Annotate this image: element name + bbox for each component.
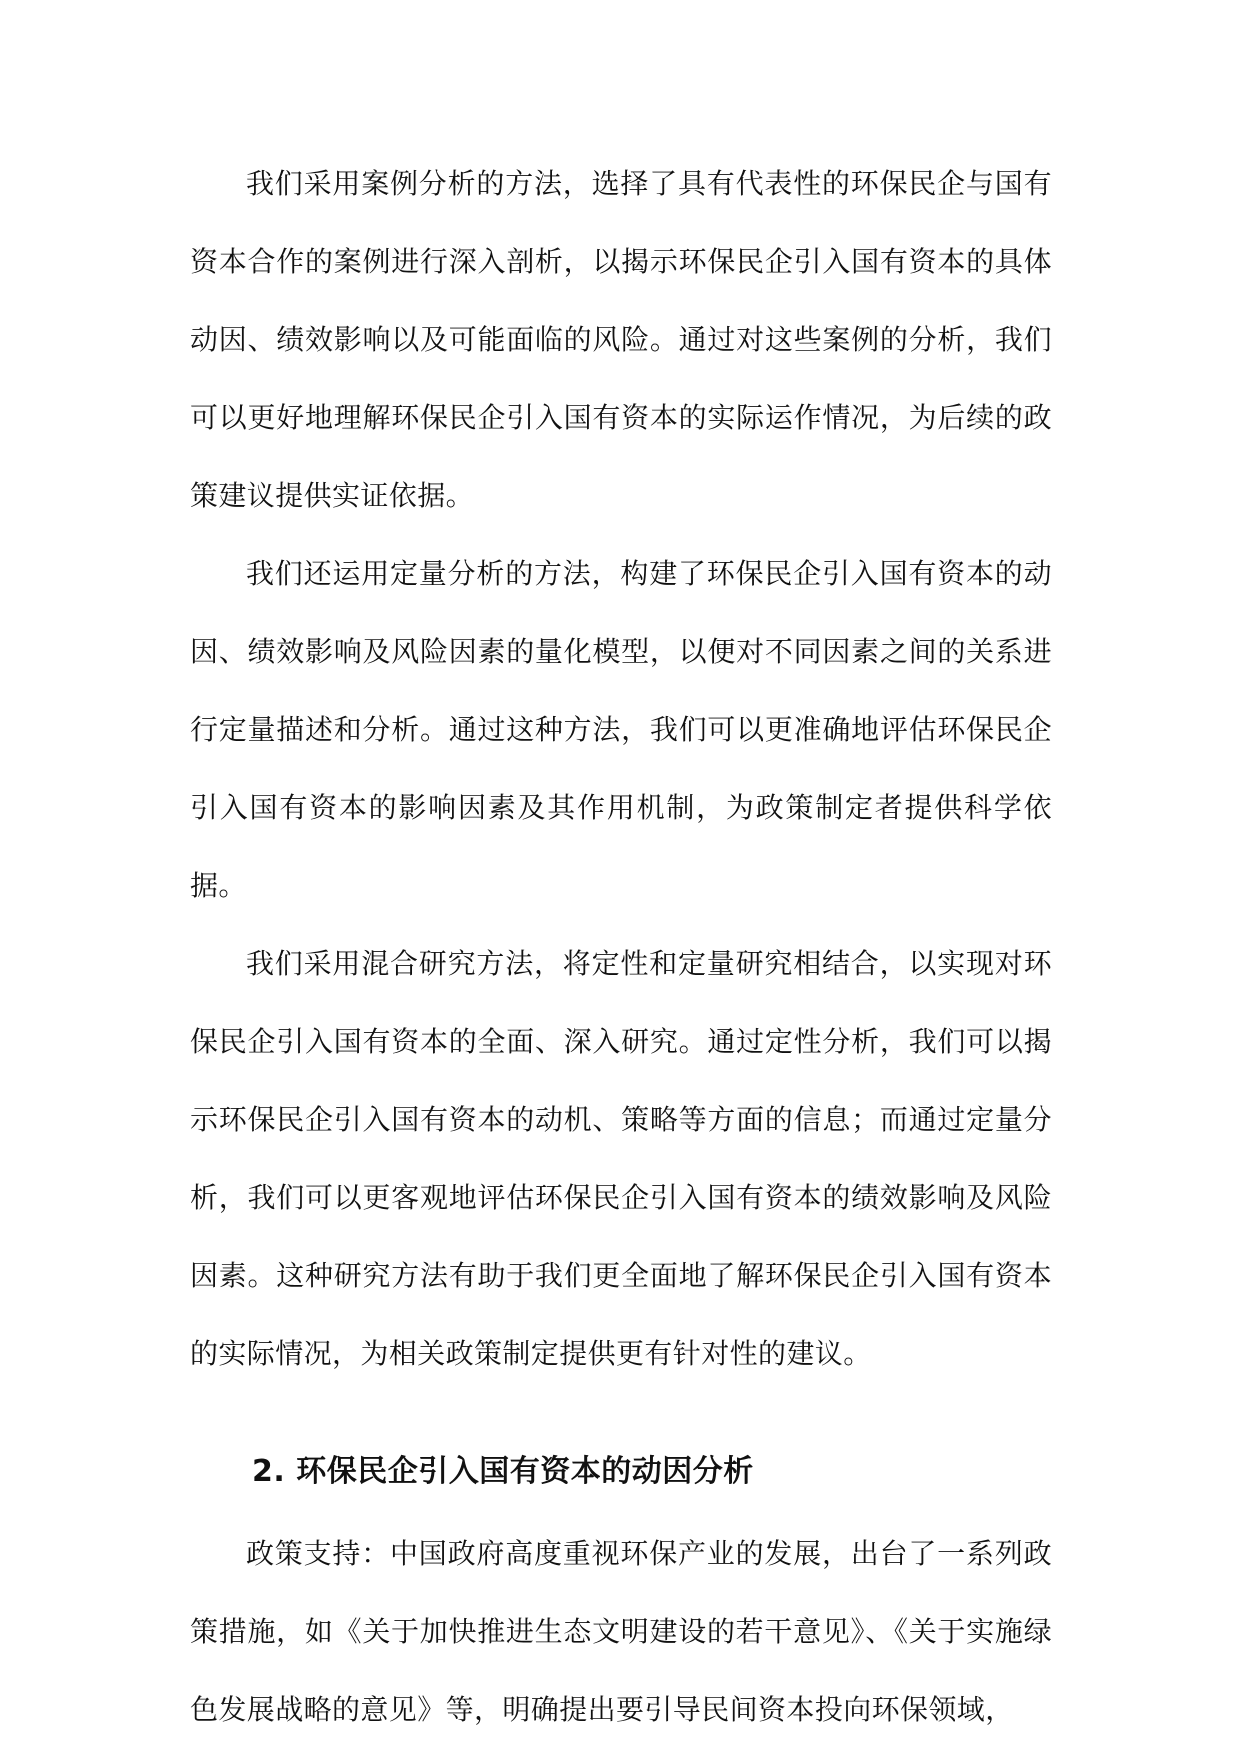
paragraph-case-analysis: 我们采用案例分析的方法，选择了具有代表性的环保民企与国有资本合作的案例进行深入剖析，以揭示环保民企引入国有资本的具体动因、绩效影响以及可能面临的风险。通过对这些案例的分析，我们可以更好地理解环保民企引入国有资本的实际运作情况，为后续的政策建议提供实证依据。 [190, 167, 1052, 512]
text-column [190, 145, 1052, 1749]
paragraph-policy-support: 政策支持：中国政府高度重视环保产业的发展，出台了一系列政策措施，如《关于加快推进生态文明建设的若干意见》、《关于实施绿色发展战略的意见》等，明确提出要引导民间资本投向环保领域， [190, 1537, 1052, 1726]
paragraph-quantitative-analysis: 我们还运用定量分析的方法，构建了环保民企引入国有资本的动因、绩效影响及风险因素的量化模型，以便对不同因素之间的关系进行定量描述和分析。通过这种方法，我们可以更准确地评估环保民企引入国有资本的影响因素及其作用机制，为政策制定者提供科学依据。 [190, 557, 1052, 902]
section-heading: 2. 环保民企引入国有资本的动因分析 [252, 1454, 754, 1489]
paragraph-mixed-methods: 我们采用混合研究方法，将定性和定量研究相结合，以实现对环保民企引入国有资本的全面、深入研究。通过定性分析，我们可以揭示环保民企引入国有资本的动机、策略等方面的信息；而通过定量分析，我们可以更客观地评估环保民企引入国有资本的绩效影响及风险因素。这种研究方法有助于我们更全面地了解环保民企引入国有资本的实际情况，为相关政策制定提供更有针对性的建议。 [190, 947, 1052, 1370]
